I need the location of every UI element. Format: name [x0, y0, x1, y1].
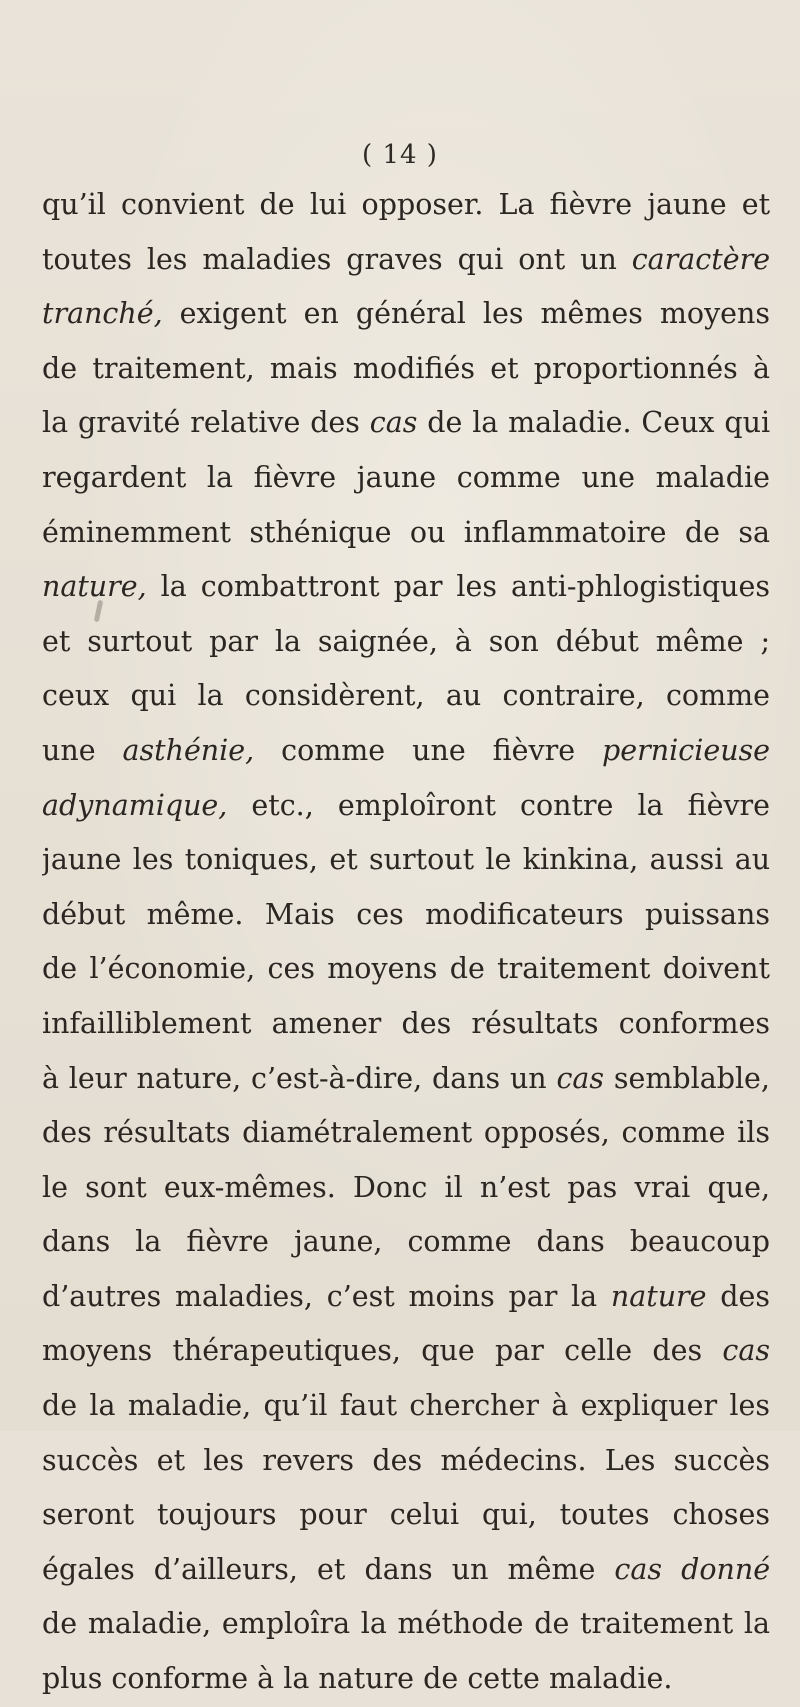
text-line: adynamique, etc., emploîront contre la fièvre [42, 788, 770, 822]
text-line: moyens thérapeutiques, que par celle des cas [42, 1334, 770, 1368]
text-line-last: plus conforme à la nature de cette maladie. [42, 1662, 673, 1696]
text-line: d’autres maladies, c’est moins par la nature des [42, 1279, 770, 1313]
text-line: succès et les revers des médecins. Les succès [42, 1443, 770, 1477]
text-line: ceux qui la considèrent, au contraire, comme [42, 679, 770, 713]
text-line: de la maladie, qu’il faut chercher à expliquer les [42, 1389, 770, 1423]
text-line: infailliblement amener des résultats conformes [42, 1006, 770, 1040]
text-line: de maladie, emploîra la méthode de traitement la [42, 1607, 770, 1641]
page-number: ( 14 ) [362, 140, 438, 170]
text-line: regardent la fièvre jaune comme une maladie [42, 460, 770, 494]
text-line: seront toujours pour celui qui, toutes choses [42, 1498, 770, 1532]
text-line: égales d’ailleurs, et dans un même cas donné [42, 1552, 770, 1586]
text-line: de traitement, mais modifiés et proportionnés à [42, 351, 770, 385]
text-line: et surtout par la saignée, à son début même ; [42, 624, 770, 658]
text-line: début même. Mais ces modificateurs puissans [42, 897, 770, 931]
text-line: la gravité relative des cas de la maladie. Ceux qui [42, 406, 770, 440]
text-line: le sont eux-mêmes. Donc il n’est pas vrai que, [42, 1170, 770, 1204]
text-line: jaune les toniques, et surtout le kinkina, aussi au [42, 843, 770, 877]
text-line: toutes les maladies graves qui ont un caractère [42, 242, 770, 276]
text-line: à leur nature, c’est-à-dire, dans un cas semblable, [42, 1061, 770, 1095]
text-line: dans la fièvre jaune, comme dans beaucoup [42, 1225, 770, 1259]
text-line: éminemment sthénique ou inflammatoire de sa [42, 515, 770, 549]
text-line: tranché, exigent en général les mêmes moyens [42, 297, 770, 331]
text-line: qu’il convient de lui opposer. La fièvre jaune et [42, 188, 770, 221]
body-text [42, 178, 770, 1707]
text-line: nature, la combattront par les anti-phlogistiques [42, 570, 770, 604]
text-line: de l’économie, ces moyens de traitement doivent [42, 952, 770, 986]
text-line: des résultats diamétralement opposés, comme ils [42, 1116, 770, 1150]
text-line: une asthénie, comme une fièvre pernicieuse [42, 733, 770, 767]
